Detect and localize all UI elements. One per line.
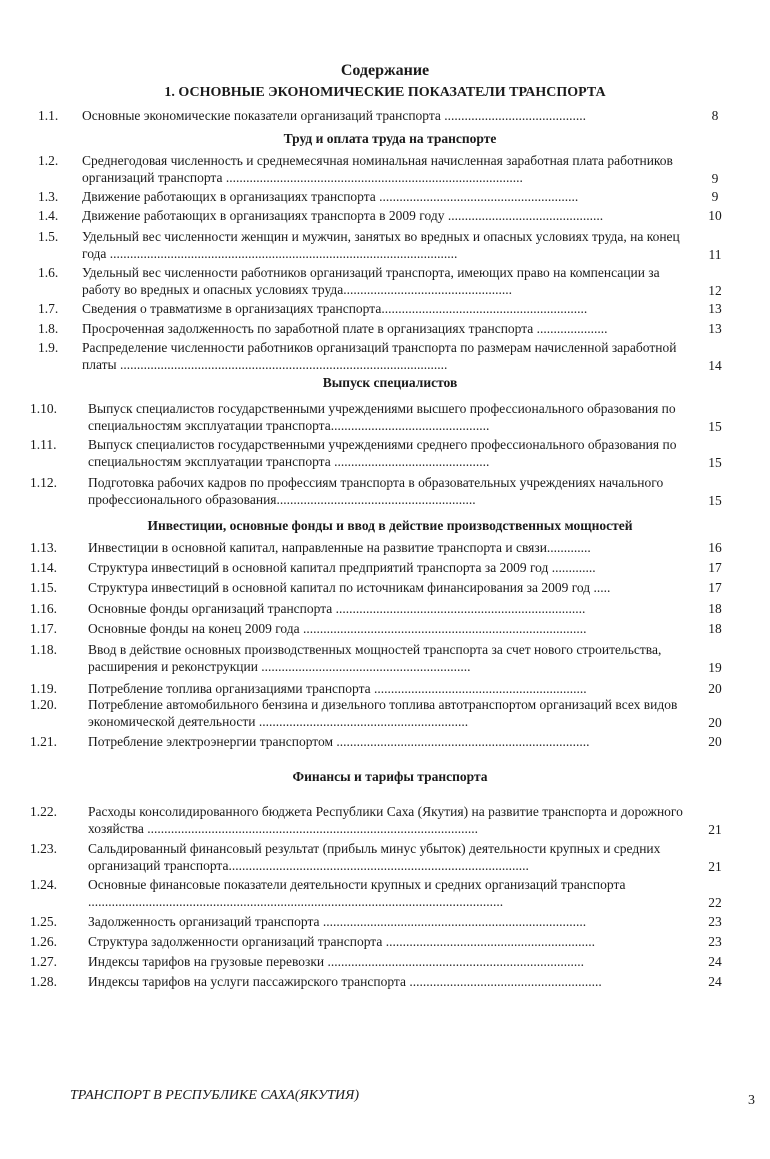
toc-section-heading: Финансы и тарифы транспорта	[292, 769, 488, 784]
toc-entry-title: Просроченная задолженность по заработной плате в организациях транспорта .....................	[82, 321, 608, 336]
toc-entry-page: 21	[708, 859, 722, 874]
toc-entry-page: 15	[708, 455, 722, 470]
toc-entry-page: 24	[708, 974, 722, 989]
toc-entry-page: 11	[708, 247, 722, 262]
page-title: Содержание	[340, 62, 430, 79]
toc-entry-number: 1.17.	[30, 621, 57, 636]
toc-entry-number: 1.22.	[30, 804, 57, 819]
toc-entry-title: Распределение численности работников организаций транспорта по размерам начисленной заработной платы .................................................................................................	[82, 340, 677, 372]
toc-entry-page: 20	[708, 715, 722, 730]
toc-entry-page: 9	[711, 171, 719, 186]
toc-entry-title: Основные экономические показатели организаций транспорта ..........................................	[82, 108, 587, 123]
toc-entry-title: Выпуск специалистов государственными учреждениями среднего профессионального образования по специальностям эксплуатации транспорта ..............................................	[88, 437, 677, 469]
toc-entry-number: 1.15.	[30, 580, 57, 595]
toc-entry-page: 22	[708, 895, 722, 910]
toc-entry-title: Структура задолженности организаций транспорта ..............................................................	[88, 934, 595, 949]
toc-entry-number: 1.10.	[30, 401, 57, 416]
toc-section-heading: Выпуск специалистов	[322, 375, 458, 390]
toc-entry-number: 1.16.	[30, 601, 57, 616]
toc-entry-title: Структура инвестиций в основной капитал по источникам финансирования за 2009 год .....	[88, 580, 611, 595]
toc-entry-title: Структура инвестиций в основной капитал предприятий транспорта за 2009 год .............	[88, 560, 596, 575]
footer-page-number: 3	[748, 1093, 755, 1108]
toc-entry-title: Задолженность организаций транспорта ..............................................................................	[88, 914, 587, 929]
toc-entry-number: 1.9.	[38, 340, 59, 355]
toc-entry-title: Основные фонды на конец 2009 года ....................................................................................	[88, 621, 587, 636]
toc-entry-number: 1.6.	[38, 265, 59, 280]
toc-entry-title: Среднегодовая численность и среднемесячная номинальная начисленная заработная плата работников организаций транспорта ........................................................................................	[82, 153, 673, 185]
toc-entry-page: 15	[708, 493, 722, 508]
toc-entry-title: Основные фонды организаций транспорта ..........................................................................	[88, 601, 586, 616]
toc-entry-title: Движение работающих в организациях транспорта ...........................................................	[82, 189, 579, 204]
toc-entry-page: 23	[708, 934, 722, 949]
toc-entry-page: 24	[708, 954, 722, 969]
toc-entry-page: 18	[708, 601, 722, 616]
toc-entry-title: Движение работающих в организациях транспорта в 2009 году ..............................................	[82, 208, 604, 223]
toc-entry-title: Потребление автомобильного бензина и дизельного топлива автотранспортом организаций всех видов экономической деятельности ..............................................................	[88, 697, 678, 729]
toc-entry-page: 18	[708, 621, 722, 636]
toc-entry-number: 1.1.	[38, 108, 59, 123]
toc-entry-page: 17	[708, 560, 722, 575]
toc-entry-number: 1.8.	[38, 321, 59, 336]
toc-entry-page: 23	[708, 914, 722, 929]
toc-entry-page: 9	[711, 189, 719, 204]
toc-entry-title: Удельный вес численности женщин и мужчин, занятых во вредных и опасных условиях труда, на конец года .......................................................................................................	[82, 229, 680, 261]
footer-title: ТРАНСПОРТ В РЕСПУБЛИКЕ САХА(ЯКУТИЯ)	[70, 1088, 360, 1103]
toc-entry-page: 13	[708, 301, 722, 316]
toc-entry-number: 1.26.	[30, 934, 57, 949]
toc-section-heading: Инвестиции, основные фонды и ввод в действие производственных мощностей	[147, 518, 633, 533]
toc-entry-number: 1.27.	[30, 954, 57, 969]
toc-entry-page: 17	[708, 580, 722, 595]
toc-entry-page: 19	[708, 660, 722, 675]
toc-entry-page: 14	[708, 358, 722, 373]
toc-entry-title: Индексы тарифов на услуги пассажирского транспорта .........................................................	[88, 974, 602, 989]
toc-entry-number: 1.20.	[30, 697, 57, 712]
toc-entry-page: 13	[708, 321, 722, 336]
toc-entry-page: 20	[708, 734, 722, 749]
toc-entry-number: 1.19.	[30, 681, 57, 696]
toc-entry-title: Сведения о травматизме в организациях транспорта.............................................................	[82, 301, 588, 316]
toc-entry-page: 20	[708, 681, 722, 696]
toc-entry-title: Инвестиции в основной капитал, направленные на развитие транспорта и связи.............	[88, 540, 591, 555]
toc-entry-title: Выпуск специалистов государственными учреждениями высшего профессионального образования по специальностям эксплуатации транспорта...............................................	[88, 401, 676, 433]
toc-entry-number: 1.7.	[38, 301, 59, 316]
toc-entry-page: 10	[708, 208, 722, 223]
toc-entry-number: 1.13.	[30, 540, 57, 555]
toc-entry-number: 1.18.	[30, 642, 57, 657]
toc-entry-page: 21	[708, 822, 722, 837]
toc-entry-number: 1.3.	[38, 189, 59, 204]
toc-entry-title: Потребление топлива организациями транспорта ...............................................................	[88, 681, 587, 696]
toc-entry-page: 15	[708, 419, 722, 434]
toc-entry-number: 1.25.	[30, 914, 57, 929]
toc-entry-number: 1.21.	[30, 734, 57, 749]
toc-entry-title: Подготовка рабочих кадров по профессиям транспорта в образовательных учреждениях начального профессионального образования...........................................................	[88, 475, 664, 507]
toc-entry-title: Потребление электроэнергии транспортом ...........................................................................	[88, 734, 590, 749]
toc-entry-title: Основные финансовые показатели деятельности крупных и средних организаций транспорта ...........................................................................................................................	[88, 877, 626, 909]
toc-entry-number: 1.14.	[30, 560, 57, 575]
toc-entry-number: 1.12.	[30, 475, 57, 490]
toc-entry-title: Удельный вес численности работников организаций транспорта, имеющих право на компенсации за работу во вредных и опасных условиях труда..................................................	[82, 265, 660, 297]
toc-entry-title: Сальдированный финансовый результат (прибыль минус убыток) деятельности крупных и средних организаций транспорта.........................................................................................	[88, 841, 661, 873]
toc-entry-number: 1.2.	[38, 153, 59, 168]
toc-entry-title: Индексы тарифов на грузовые перевозки ............................................................................	[88, 954, 585, 969]
toc-entry-title: Ввод в действие основных производственных мощностей транспорта за счет нового строительства, расширения и реконструкции ..............................................................	[88, 642, 662, 674]
toc-entry-number: 1.23.	[30, 841, 57, 856]
toc-entry-number: 1.4.	[38, 208, 59, 223]
toc-entry-page: 12	[708, 283, 722, 298]
section-title: 1. ОСНОВНЫЕ ЭКОНОМИЧЕСКИЕ ПОКАЗАТЕЛИ ТРАНСПОРТА	[164, 85, 606, 100]
toc-entry-title: Расходы консолидированного бюджета Республики Саха (Якутия) на развитие транспорта и дорожного хозяйства ..................................................................................................	[88, 804, 683, 836]
toc-entry-number: 1.24.	[30, 877, 57, 892]
toc-entry-page: 8	[711, 108, 719, 123]
toc-section-heading: Труд и оплата труда на транспорте	[283, 131, 497, 146]
toc-entry-number: 1.5.	[38, 229, 59, 244]
toc-entry-number: 1.11.	[30, 437, 57, 452]
toc-entry-number: 1.28.	[30, 974, 57, 989]
toc-entry-page: 16	[708, 540, 722, 555]
